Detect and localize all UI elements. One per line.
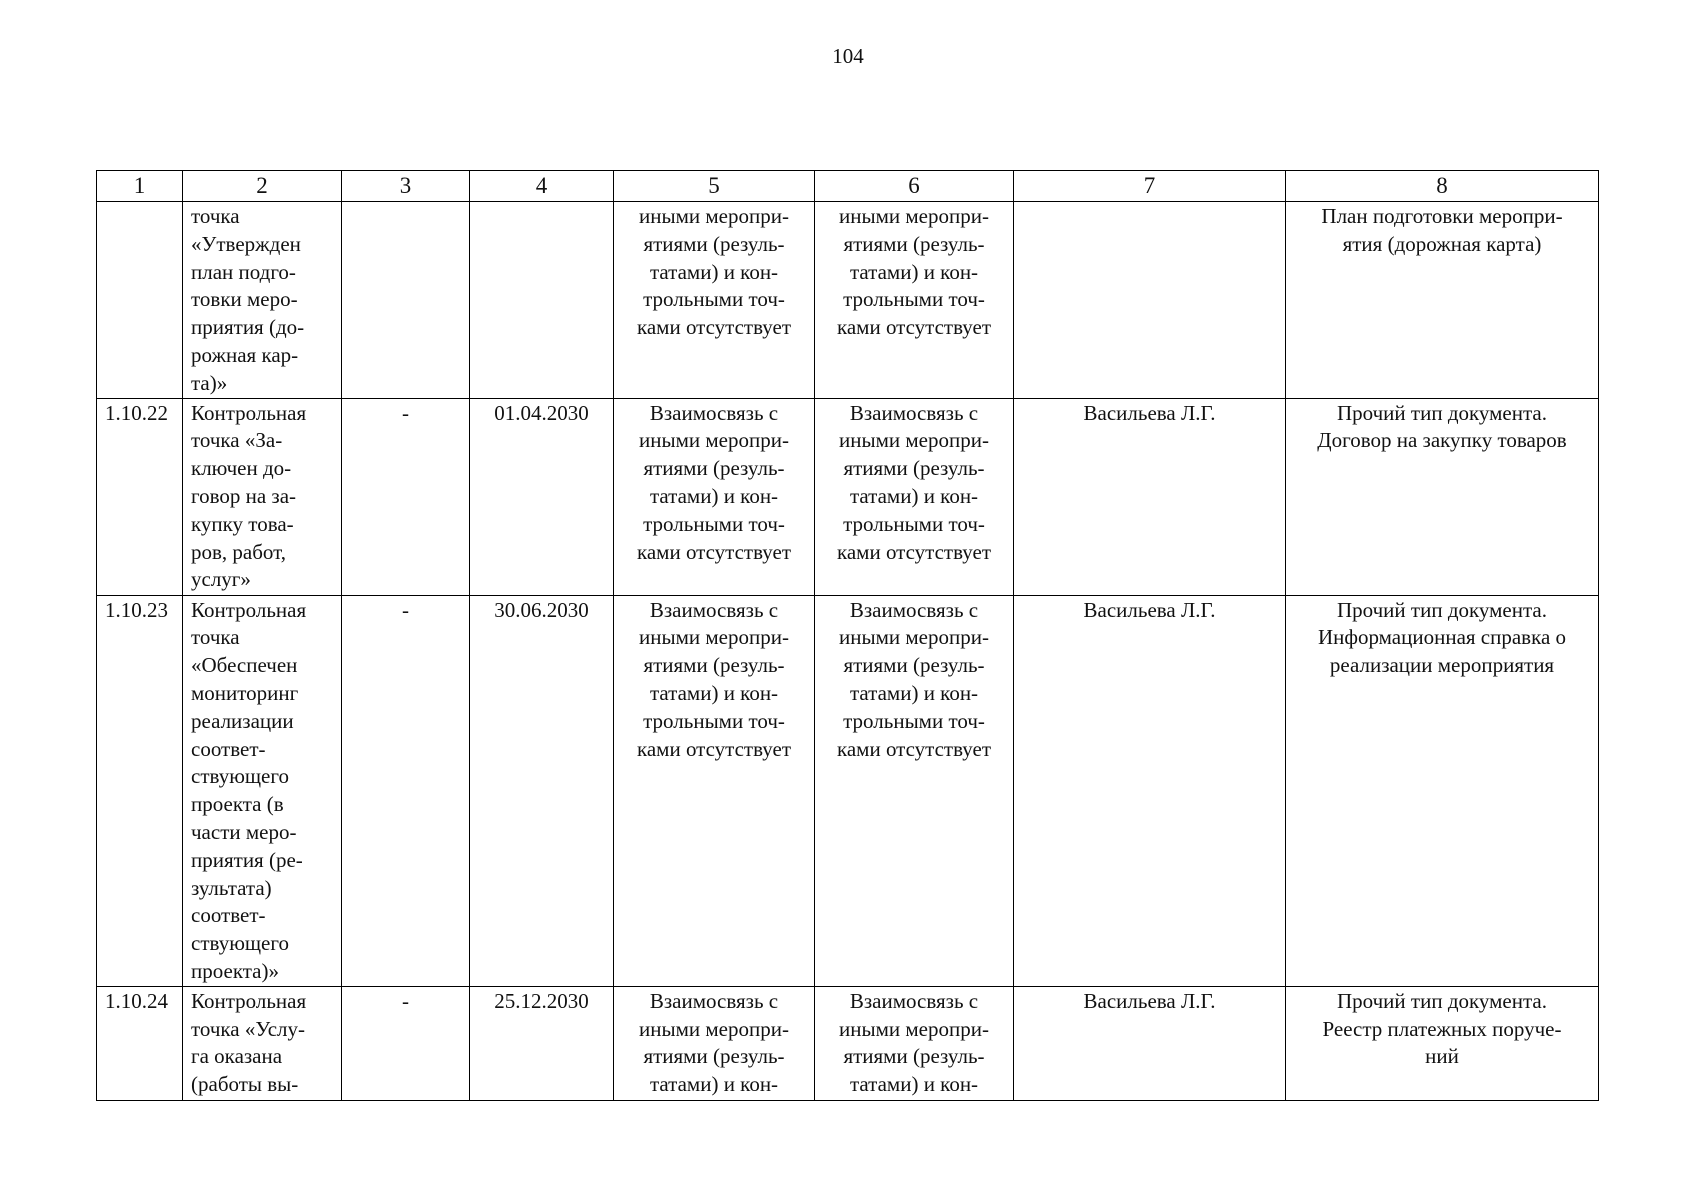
column-3-value: - <box>342 398 470 595</box>
page-number: 104 <box>832 44 864 68</box>
row-number: 1.10.22 <box>97 398 183 595</box>
column-header-3: 3 <box>342 171 470 202</box>
column-3-value: - <box>342 986 470 1100</box>
column-header-2: 2 <box>183 171 342 202</box>
table-row <box>97 202 1599 399</box>
result-document: План подготовки меропри- ятия (дорожная карта) <box>1286 202 1599 399</box>
responsible-person: Васильева Л.Г. <box>1014 986 1286 1100</box>
responsible-person: Васильева Л.Г. <box>1014 595 1286 986</box>
table-row <box>97 595 1599 986</box>
responsible-person <box>1014 202 1286 399</box>
milestone-name: Контрольная точка «За- ключен до- говор на за- купку това- ров, работ, услуг» <box>183 398 342 595</box>
column-header-1: 1 <box>97 171 183 202</box>
predecessor-link: Взаимосвязь с иными меропри- ятиями (резуль- татами) и кон- <box>614 986 815 1100</box>
deadline-date: 01.04.2030 <box>470 398 614 595</box>
milestone-name: точка «Утвержден план подго- товки меро- приятия (до- рожная кар- та)» <box>183 202 342 399</box>
table-row <box>97 986 1599 1100</box>
plan-table <box>96 170 1599 1101</box>
deadline-date: 25.12.2030 <box>470 986 614 1100</box>
header-row <box>97 171 1599 202</box>
column-header-5: 5 <box>614 171 815 202</box>
predecessor-link: иными меропри- ятиями (резуль- татами) и кон- трольными точ- ками отсутствует <box>614 202 815 399</box>
column-3-value: - <box>342 595 470 986</box>
result-document: Прочий тип документа. Договор на закупку товаров <box>1286 398 1599 595</box>
result-document: Прочий тип документа. Реестр платежных поруче- ний <box>1286 986 1599 1100</box>
row-number: 1.10.24 <box>97 986 183 1100</box>
column-header-7: 7 <box>1014 171 1286 202</box>
successor-link: Взаимосвязь с иными меропри- ятиями (резуль- татами) и кон- <box>815 986 1014 1100</box>
deadline-date <box>470 202 614 399</box>
column-header-6: 6 <box>815 171 1014 202</box>
successor-link: Взаимосвязь с иными меропри- ятиями (резуль- татами) и кон- трольными точ- ками отсутствует <box>815 595 1014 986</box>
milestone-name: Контрольная точка «Обеспечен мониторинг реализации соответ- ствующего проекта (в части меро- приятия (ре- зультата) соответ- ствующего проекта)» <box>183 595 342 986</box>
column-3-value <box>342 202 470 399</box>
successor-link: Взаимосвязь с иными меропри- ятиями (резуль- татами) и кон- трольными точ- ками отсутствует <box>815 398 1014 595</box>
table-row <box>97 398 1599 595</box>
deadline-date: 30.06.2030 <box>470 595 614 986</box>
row-number: 1.10.23 <box>97 595 183 986</box>
responsible-person: Васильева Л.Г. <box>1014 398 1286 595</box>
row-number <box>97 202 183 399</box>
successor-link: иными меропри- ятиями (резуль- татами) и кон- трольными точ- ками отсутствует <box>815 202 1014 399</box>
milestone-name: Контрольная точка «Услу- га оказана (работы вы- <box>183 986 342 1100</box>
column-header-8: 8 <box>1286 171 1599 202</box>
column-header-4: 4 <box>470 171 614 202</box>
predecessor-link: Взаимосвязь с иными меропри- ятиями (резуль- татами) и кон- трольными точ- ками отсутствует <box>614 398 815 595</box>
predecessor-link: Взаимосвязь с иными меропри- ятиями (резуль- татами) и кон- трольными точ- ками отсутствует <box>614 595 815 986</box>
result-document: Прочий тип документа. Информационная справка о реализации мероприятия <box>1286 595 1599 986</box>
